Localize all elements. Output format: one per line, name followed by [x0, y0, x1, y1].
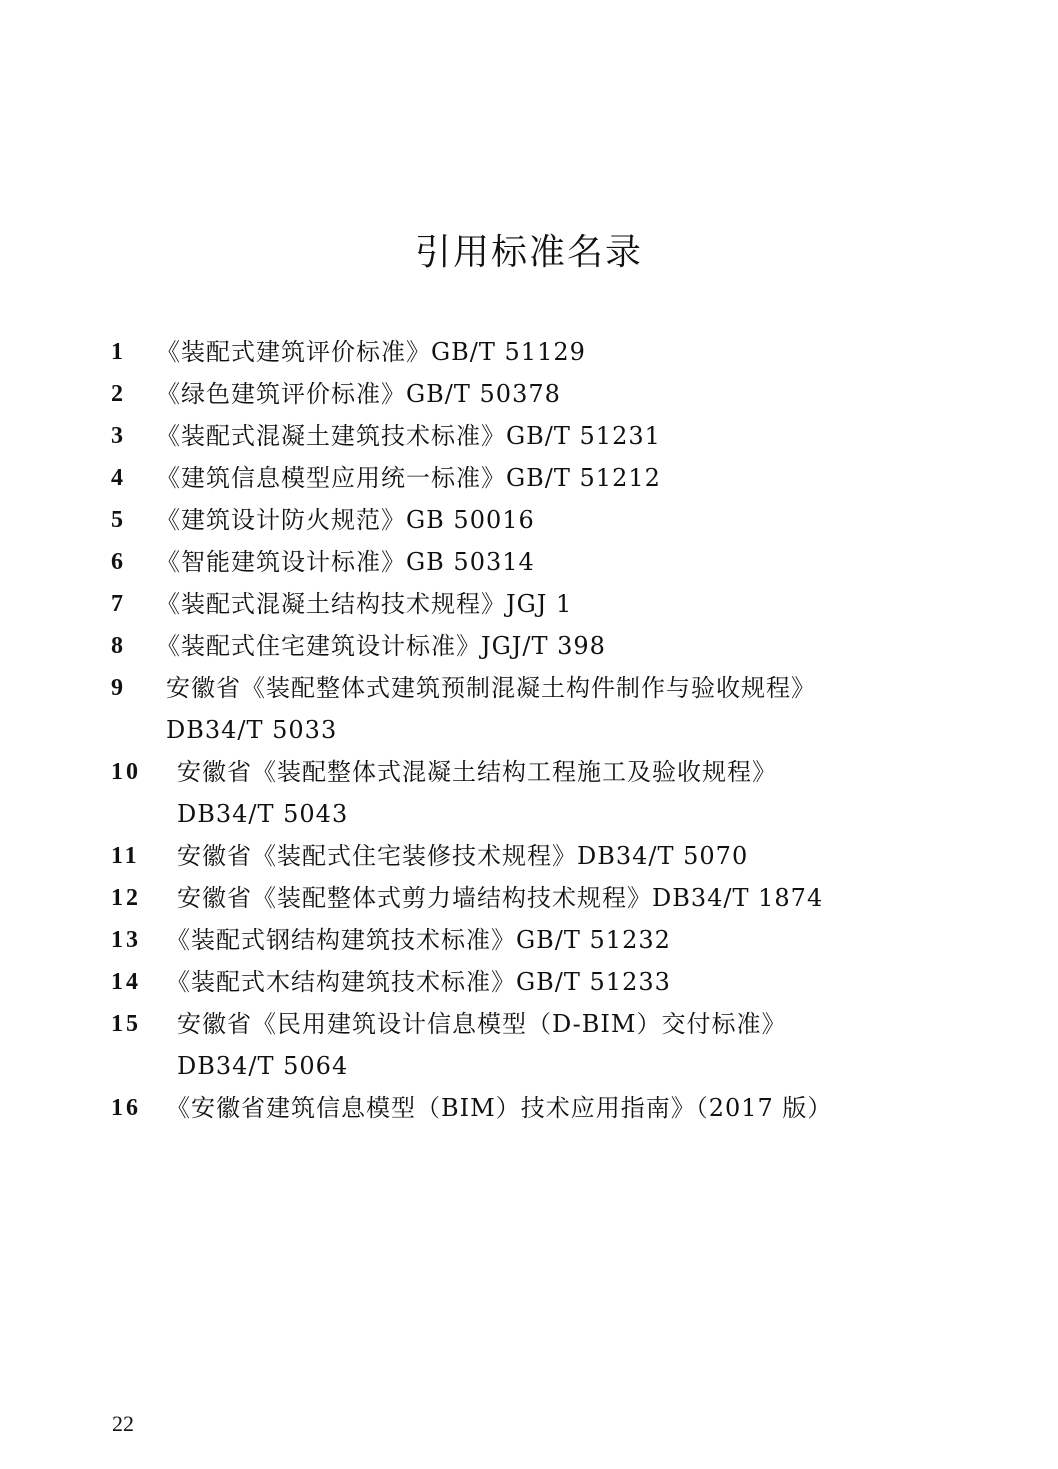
reference-item: [111, 457, 991, 499]
reference-number: 9: [111, 675, 123, 701]
reference-text: 《装配式住宅建筑设计标准》JGJ/T 398: [156, 632, 606, 660]
reference-text: 《装配式混凝土建筑技术标准》GB/T 51231: [156, 422, 661, 450]
reference-text: 安徽省《装配整体式剪力墙结构技术规程》DB34/T 1874: [177, 884, 824, 912]
reference-item: [111, 835, 991, 877]
reference-item: [111, 709, 991, 751]
reference-number: 6: [111, 549, 123, 575]
reference-text: 安徽省《民用建筑设计信息模型（D-BIM）交付标准》: [177, 1010, 787, 1038]
page-title: 引用标准名录: [414, 232, 643, 273]
reference-number: 4: [111, 465, 123, 491]
reference-number: 15: [111, 1011, 141, 1037]
reference-item: [111, 541, 991, 583]
reference-text: 安徽省《装配整体式混凝土结构工程施工及验收规程》: [177, 758, 777, 786]
reference-number: 7: [111, 591, 123, 617]
reference-item: [111, 625, 991, 667]
reference-text: 《智能建筑设计标准》GB 50314: [156, 548, 535, 576]
reference-number: 2: [111, 381, 123, 407]
reference-number: 11: [111, 843, 140, 869]
reference-number: 13: [111, 927, 141, 953]
reference-item: [111, 415, 991, 457]
reference-text: 安徽省《装配整体式建筑预制混凝土构件制作与验收规程》: [166, 674, 816, 702]
reference-text: 《装配式钢结构建筑技术标准》GB/T 51232: [166, 926, 671, 954]
reference-number: 1: [111, 339, 123, 365]
reference-number: 14: [111, 969, 141, 995]
reference-text: 《建筑信息模型应用统一标准》GB/T 51212: [156, 464, 661, 492]
reference-item: [111, 1003, 991, 1045]
reference-text: 《建筑设计防火规范》GB 50016: [156, 506, 535, 534]
reference-item: [111, 877, 991, 919]
reference-item: [111, 1045, 991, 1087]
reference-text: 《绿色建筑评价标准》GB/T 50378: [156, 380, 561, 408]
page-number: 22: [112, 1411, 134, 1436]
reference-number: 16: [111, 1095, 141, 1121]
reference-number: 8: [111, 633, 123, 659]
reference-number: 3: [111, 423, 123, 449]
reference-item: [111, 961, 991, 1003]
reference-item: [111, 667, 991, 709]
reference-item: [111, 919, 991, 961]
reference-text: 安徽省《装配式住宅装修技术规程》DB34/T 5070: [177, 842, 749, 870]
reference-item: [111, 499, 991, 541]
reference-number: 5: [111, 507, 123, 533]
reference-list: [111, 331, 991, 1129]
reference-text: DB34/T 5064: [177, 1052, 349, 1080]
reference-text: 《装配式木结构建筑技术标准》GB/T 51233: [166, 968, 671, 996]
reference-text: 《装配式混凝土结构技术规程》JGJ 1: [156, 590, 573, 618]
reference-item: [111, 373, 991, 415]
reference-number: 10: [111, 759, 141, 785]
reference-text: 《安徽省建筑信息模型（BIM）技术应用指南》（2017 版）: [166, 1094, 833, 1122]
reference-text: DB34/T 5033: [166, 716, 338, 744]
reference-item: [111, 751, 991, 793]
reference-text: DB34/T 5043: [177, 800, 349, 828]
reference-item: [111, 331, 991, 373]
reference-item: [111, 793, 991, 835]
reference-number: 12: [111, 885, 141, 911]
reference-item: [111, 583, 991, 625]
reference-item: [111, 1087, 991, 1129]
reference-text: 《装配式建筑评价标准》GB/T 51129: [156, 338, 586, 366]
